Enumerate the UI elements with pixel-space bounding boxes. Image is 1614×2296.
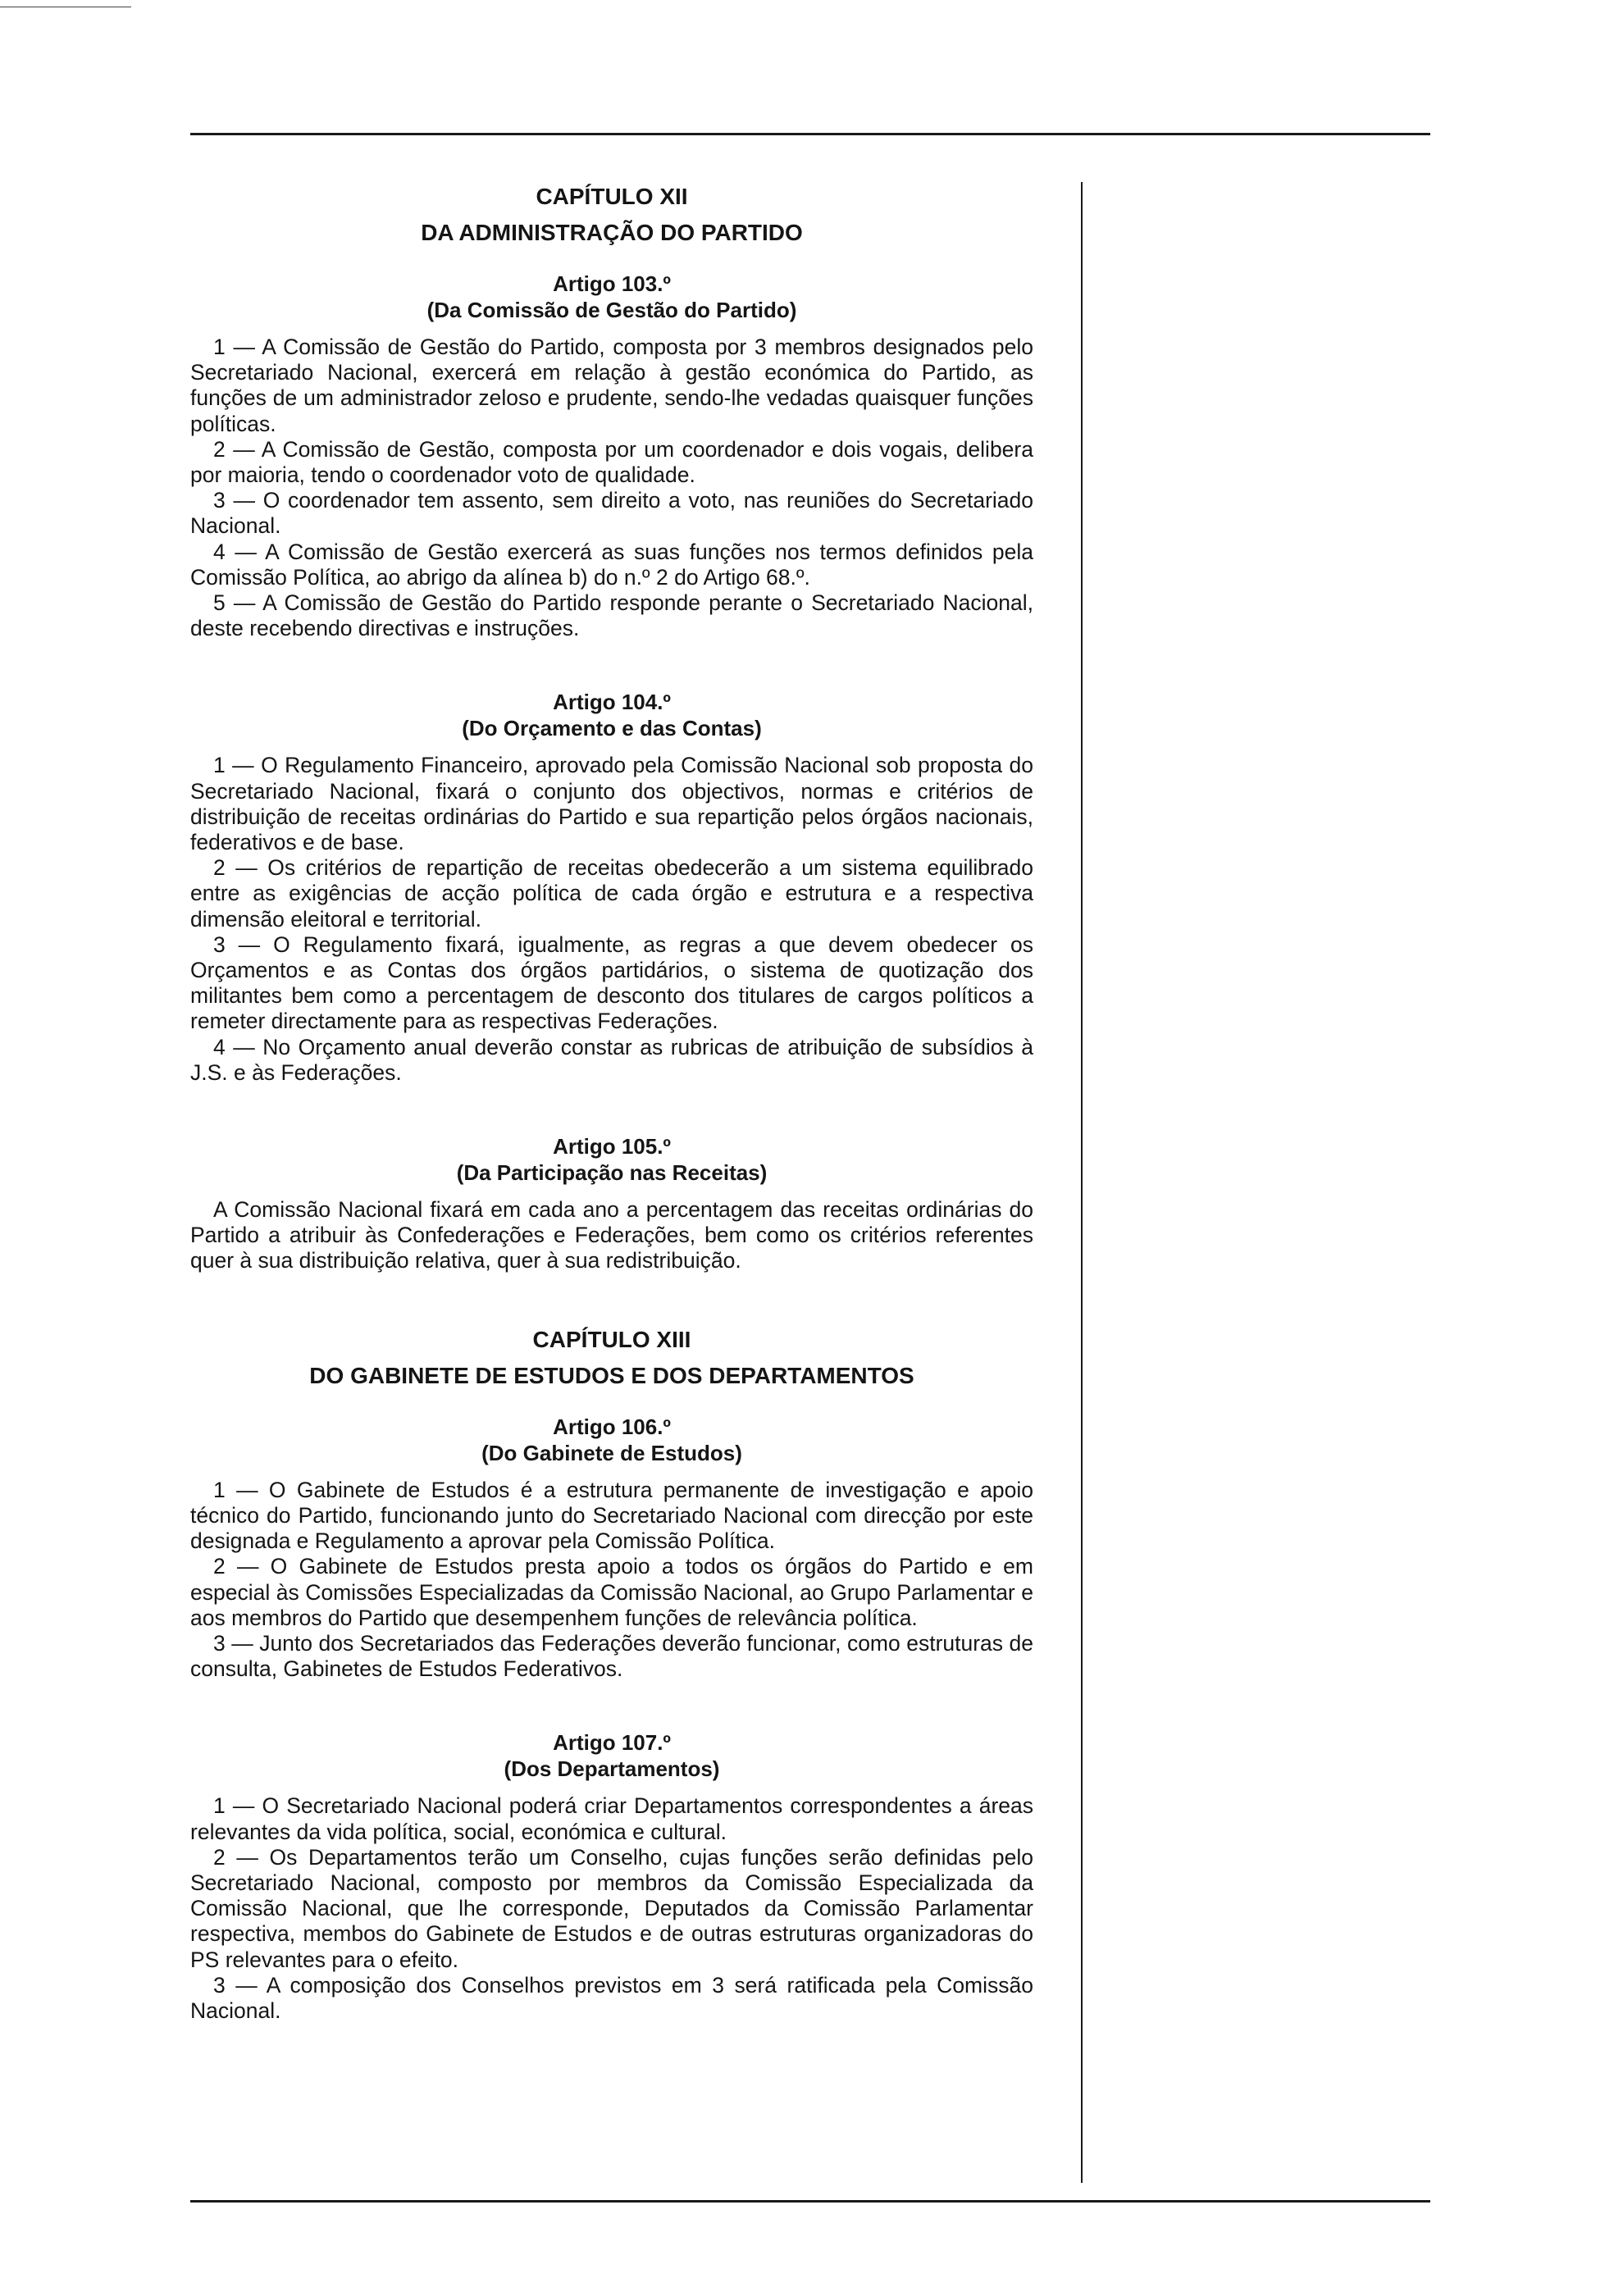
article-103 <box>190 271 1033 641</box>
chapter-xiii <box>190 1322 1033 2024</box>
paragraph: 3 — O coordenador tem assento, sem direito a voto, nas reuniões do Secretariado Nacional. <box>190 488 1033 539</box>
paragraph: 1 — O Gabinete de Estudos é a estrutura permanente de investigação e apoio técnico do Partido, funcionando junto do Secretariado Nacional com direcção por este designada e Regulamento a aprovar pela Comissão Política. <box>190 1477 1033 1554</box>
article-number: Artigo 105.º <box>553 1134 671 1159</box>
column-divider <box>1081 182 1083 2183</box>
article-number: Artigo 107.º <box>553 1730 671 1756</box>
paragraph: 2 — O Gabinete de Estudos presta apoio a todos os órgãos do Partido e em especial às Comissões Especializadas da Comissão Nacional, ao Grupo Parlamentar e aos membros do Partido que desempenhem funções de relevância política. <box>190 1554 1033 1630</box>
paragraph: 2 — A Comissão de Gestão, composta por um coordenador e dois vogais, delibera por maioria, tendo o coordenador voto de qualidade. <box>190 436 1033 488</box>
article-title: (Do Gabinete de Estudos) <box>481 1440 742 1465</box>
chapter-xii <box>190 179 1033 1274</box>
paragraph: 1 — O Secretariado Nacional poderá criar Departamentos correspondentes a áreas relevantes da vida política, social, económica e cultural. <box>190 1793 1033 1844</box>
article-title: (Do Orçamento e das Contas) <box>462 716 762 741</box>
article-number: Artigo 106.º <box>553 1414 671 1439</box>
article-number: Artigo 103.º <box>553 271 671 296</box>
paragraph: 4 — No Orçamento anual deverão constar as rubricas de atribuição de subsídios à J.S. e às Federações. <box>190 1034 1033 1085</box>
paragraph: 5 — A Comissão de Gestão do Partido responde perante o Secretariado Nacional, deste recebendo directivas e instruções. <box>190 590 1033 641</box>
paragraph: 3 — Junto dos Secretariados das Federações deverão funcionar, como estruturas de consulta, Gabinetes de Estudos Federativos. <box>190 1630 1033 1682</box>
article-title: (Da Participação nas Receitas) <box>456 1160 768 1186</box>
chapter-title: DA ADMINISTRAÇÃO DO PARTIDO <box>421 220 803 245</box>
article-106 <box>190 1414 1033 1683</box>
article-105 <box>190 1133 1033 1274</box>
paragraph: 1 — A Comissão de Gestão do Partido, composta por 3 membros designados pelo Secretariado Nacional, exercerá em relação à gestão económica do Partido, as funções de um administrador zeloso e prudente, sendo-lhe vedadas quaisquer funções políticas. <box>190 335 1033 436</box>
paragraph: 2 — Os Departamentos terão um Conselho, cujas funções serão definidas pelo Secretariado Nacional, composto por membros da Comissão Especializada da Comissão Nacional, que lhe corresponde, Deputados da Comissão Parlamentar respectiva, membos do Gabinete de Estudos e de outras estruturas organizadoras do PS relevantes para o efeito. <box>190 1844 1033 1972</box>
article-title: (Da Comissão de Gestão do Partido) <box>426 298 797 322</box>
chapter-title: DO GABINETE DE ESTUDOS E DOS DEPARTAMENTOS <box>309 1362 914 1388</box>
paragraph: 3 — O Regulamento fixará, igualmente, as regras a que devem obedecer os Orçamentos e as Contas dos órgãos partidários, o sistema de quotização dos militantes bem como a percentagem de desconto dos titulares de cargos políticos a remeter directamente para as respectivas Federações. <box>190 932 1033 1034</box>
chapter-heading: CAPÍTULO XII <box>536 184 688 209</box>
bottom-rule <box>190 2200 1430 2203</box>
top-rule <box>190 133 1430 135</box>
article-title: (Dos Departamentos) <box>504 1756 720 1782</box>
paragraph: 2 — Os critérios de repartição de receitas obedecerão a um sistema equilibrado entre as exigências de acção política de cada órgão e estrutura e a respectiva dimensão eleitoral e territorial. <box>190 855 1033 932</box>
paragraph: 3 — A composição dos Conselhos previstos em 3 será ratificada pela Comissão Nacional. <box>190 1972 1033 2023</box>
article-number: Artigo 104.º <box>553 690 671 715</box>
paragraph: 1 — O Regulamento Financeiro, aprovado pela Comissão Nacional sob proposta do Secretariado Nacional, fixará o conjunto dos objectivos, normas e critérios de distribuição de receitas ordinárias do Partido e sua repartição pelos órgãos nacionais, federativos e de base. <box>190 753 1033 855</box>
paragraph: A Comissão Nacional fixará em cada ano a percentagem das receitas ordinárias do Partido a atribuir às Confederações e Federações, bem como os critérios referentes quer à sua distribuição relativa, quer à sua redistribuição. <box>190 1197 1033 1273</box>
article-104 <box>190 689 1033 1086</box>
article-107 <box>190 1729 1033 2024</box>
chapter-heading: CAPÍTULO XIII <box>532 1326 691 1352</box>
document-column <box>190 179 1033 2024</box>
paragraph: 4 — A Comissão de Gestão exercerá as suas funções nos termos definidos pela Comissão Política, ao abrigo da alínea b) do n.º 2 do Artigo 68.º. <box>190 539 1033 590</box>
